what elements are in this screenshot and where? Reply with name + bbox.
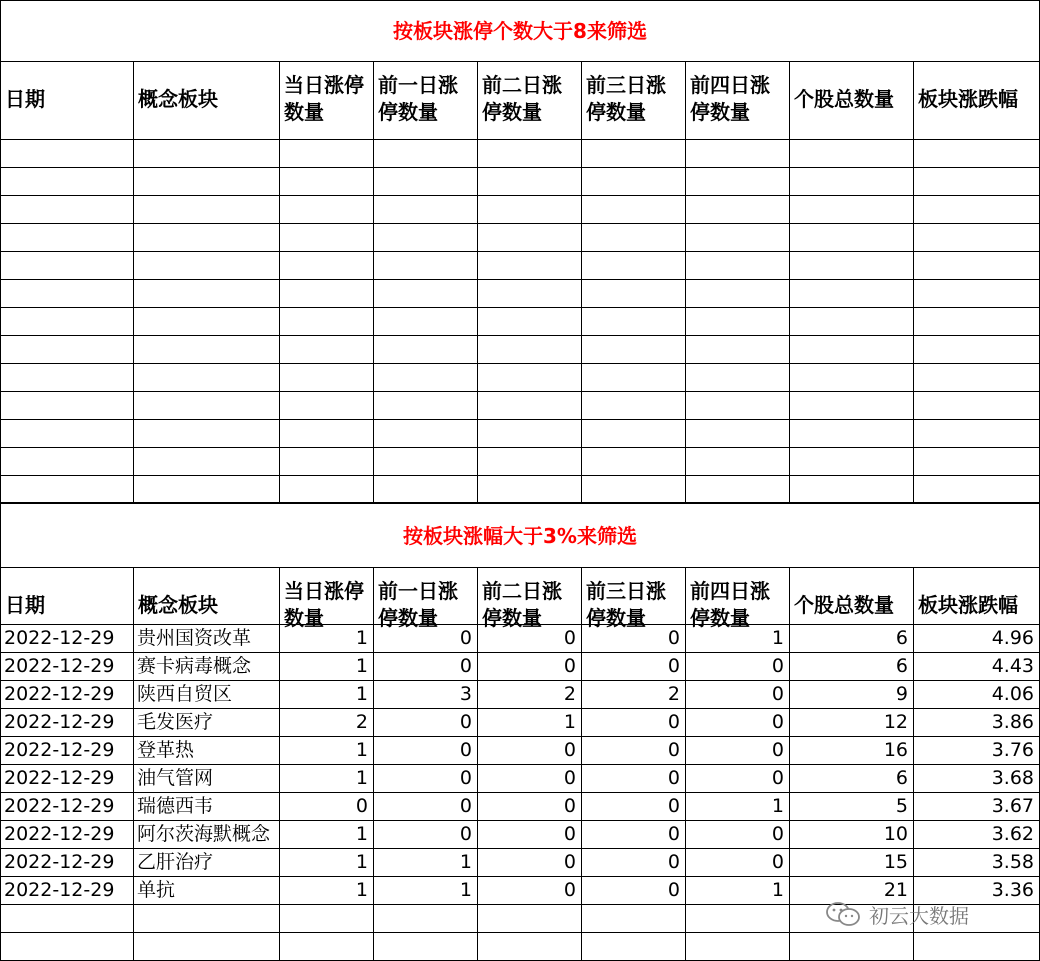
grid-hline	[0, 503, 1040, 504]
table-cell: 1	[771, 627, 784, 649]
column-header: 概念板块	[138, 593, 218, 617]
column-header: 前二日涨停数量	[482, 579, 562, 630]
table-cell: 0	[667, 655, 680, 677]
table-cell: 12	[883, 711, 908, 733]
table-cell: 0	[771, 767, 784, 789]
column-header: 前一日涨停数量	[378, 579, 458, 630]
grid-hline	[0, 167, 1040, 168]
table-cell: 6	[895, 655, 908, 677]
table-cell: 2022-12-29	[4, 851, 115, 873]
table-cell: 3	[459, 683, 472, 705]
grid-hline	[0, 932, 1040, 933]
grid-vline	[0, 0, 1, 504]
table-cell: 0	[667, 879, 680, 901]
grid-vline	[373, 61, 374, 504]
table-cell: 陕西自贸区	[137, 683, 233, 705]
column-header: 前三日涨停数量	[586, 73, 666, 124]
table-cell: 16	[883, 739, 908, 761]
grid-vline	[685, 61, 686, 504]
grid-vline	[789, 61, 790, 504]
table-cell: 油气管网	[137, 767, 214, 789]
column-header: 前三日涨停数量	[586, 579, 666, 630]
grid-hline	[0, 195, 1040, 196]
table-cell: 4.43	[991, 655, 1034, 677]
table-cell: 0	[771, 823, 784, 845]
table-cell: 1	[355, 683, 368, 705]
grid-hline	[0, 475, 1040, 476]
table-cell: 2022-12-29	[4, 711, 115, 733]
table-cell: 5	[895, 795, 908, 817]
column-header: 前一日涨停数量	[378, 73, 458, 124]
table-cell: 10	[883, 823, 908, 845]
table-cell: 0	[459, 767, 472, 789]
grid-hline	[0, 139, 1040, 140]
table-cell: 6	[895, 627, 908, 649]
grid-hline	[0, 307, 1040, 308]
column-header: 日期	[5, 87, 45, 111]
table-cell: 4.96	[991, 627, 1034, 649]
table-cell: 1	[355, 655, 368, 677]
table-cell: 0	[459, 711, 472, 733]
watermark	[825, 897, 969, 931]
table-cell: 0	[563, 767, 576, 789]
table-cell: 0	[563, 739, 576, 761]
table-cell: 2	[667, 683, 680, 705]
table-cell: 0	[667, 767, 680, 789]
table-cell: 15	[883, 851, 908, 873]
table-cell: 2	[563, 683, 576, 705]
column-header: 日期	[5, 593, 45, 617]
wechat-icon	[825, 901, 861, 927]
table-cell: 0	[667, 711, 680, 733]
grid-hline	[0, 0, 1040, 1]
column-header: 当日涨停数量	[284, 73, 364, 124]
grid-hline	[0, 279, 1040, 280]
table-cell: 1	[355, 767, 368, 789]
table-cell: 0	[667, 851, 680, 873]
table-cell: 0	[459, 795, 472, 817]
table-cell: 0	[563, 627, 576, 649]
watermark-text: 初云大数据	[869, 903, 969, 928]
table-cell: 0	[563, 795, 576, 817]
table-cell: 阿尔茨海默概念	[137, 823, 271, 845]
table-cell: 3.76	[991, 739, 1034, 761]
grid-hline	[0, 419, 1040, 420]
grid-vline	[477, 61, 478, 504]
table-cell: 3.62	[991, 823, 1034, 845]
column-header: 个股总数量	[794, 87, 894, 111]
table-cell: 0	[771, 851, 784, 873]
table-cell: 1	[355, 627, 368, 649]
table-cell: 毛发医疗	[137, 711, 214, 733]
grid-hline	[0, 61, 1040, 62]
table-cell: 3.67	[991, 795, 1034, 817]
table-cell: 0	[667, 627, 680, 649]
table-cell: 1	[355, 851, 368, 873]
table-cell: 0	[563, 823, 576, 845]
table-cell: 0	[771, 739, 784, 761]
column-header: 当日涨停数量	[284, 579, 364, 630]
grid-hline	[0, 447, 1040, 448]
table-cell: 0	[563, 655, 576, 677]
column-header: 前二日涨停数量	[482, 73, 562, 124]
table-cell: 1	[771, 795, 784, 817]
table-cell: 0	[667, 823, 680, 845]
table-cell: 1	[355, 879, 368, 901]
table-cell: 2022-12-29	[4, 795, 115, 817]
table-cell: 登革热	[137, 739, 195, 761]
table-cell: 0	[771, 655, 784, 677]
column-header: 前四日涨停数量	[690, 73, 770, 124]
table-cell: 1	[355, 739, 368, 761]
table-cell: 2022-12-29	[4, 683, 115, 705]
table-cell: 2022-12-29	[4, 823, 115, 845]
table-cell: 单抗	[137, 879, 176, 901]
table-cell: 3.68	[991, 767, 1034, 789]
table-cell: 2022-12-29	[4, 627, 115, 649]
table-cell: 0	[459, 655, 472, 677]
table-cell: 3.58	[991, 851, 1034, 873]
grid-vline	[913, 61, 914, 504]
table-cell: 1	[563, 711, 576, 733]
table-cell: 乙肝治疗	[137, 851, 214, 873]
table-cell: 1	[459, 851, 472, 873]
grid-hline	[0, 567, 1040, 568]
table-cell: 0	[771, 711, 784, 733]
table-cell: 1	[355, 823, 368, 845]
table-cell: 6	[895, 767, 908, 789]
column-header: 概念板块	[138, 87, 218, 111]
table-cell: 3.36	[991, 879, 1034, 901]
table-cell: 4.06	[991, 683, 1034, 705]
column-header: 前四日涨停数量	[690, 579, 770, 630]
grid-hline	[0, 391, 1040, 392]
table-cell: 2	[355, 711, 368, 733]
grid-vline	[581, 61, 582, 504]
table-cell: 0	[459, 739, 472, 761]
table-cell: 2022-12-29	[4, 655, 115, 677]
column-header: 个股总数量	[794, 593, 894, 617]
table-cell: 0	[771, 683, 784, 705]
grid-vline	[279, 61, 280, 504]
table-cell: 21	[883, 879, 908, 901]
table-cell: 瑞德西韦	[137, 795, 214, 817]
table-cell: 1	[459, 879, 472, 901]
table-cell: 0	[459, 627, 472, 649]
column-header: 板块涨跌幅	[918, 593, 1018, 617]
table-cell: 3.86	[991, 711, 1034, 733]
table-cell: 2022-12-29	[4, 767, 115, 789]
table-cell: 赛卡病毒概念	[137, 655, 252, 677]
table-cell: 1	[771, 879, 784, 901]
grid-hline	[0, 223, 1040, 224]
grid-hline	[0, 335, 1040, 336]
section-2-title: 按板块涨幅大于3%来筛选	[403, 524, 637, 548]
table-cell: 0	[667, 739, 680, 761]
table-cell: 0	[563, 879, 576, 901]
section-1-title: 按板块涨停个数大于8来筛选	[393, 19, 647, 43]
grid-hline	[0, 251, 1040, 252]
grid-hline	[0, 363, 1040, 364]
table-cell: 0	[563, 851, 576, 873]
table-cell: 2022-12-29	[4, 879, 115, 901]
table-cell: 0	[459, 823, 472, 845]
table-cell: 贵州国资改革	[137, 627, 252, 649]
table-cell: 0	[355, 795, 368, 817]
table-cell: 0	[667, 795, 680, 817]
table-cell: 9	[895, 683, 908, 705]
column-header: 板块涨跌幅	[918, 87, 1018, 111]
grid-vline	[133, 61, 134, 504]
grid-hline	[0, 502, 1040, 503]
table-cell: 2022-12-29	[4, 739, 115, 761]
